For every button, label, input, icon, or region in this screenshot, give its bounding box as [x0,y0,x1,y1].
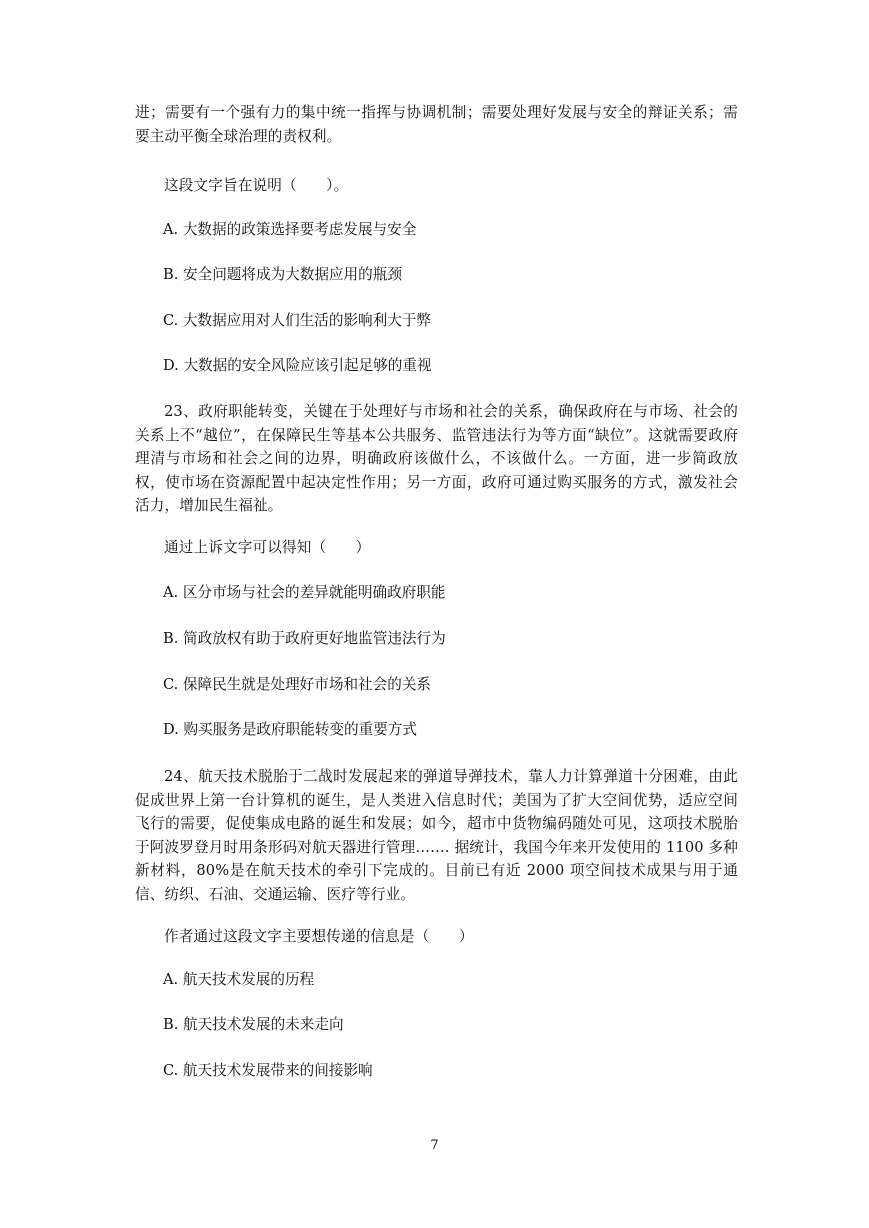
q24-question: 作者通过这段文字主要想传递的信息是（ ） [164,928,474,945]
continuation-paragraph: 进；需要有一个强有力的集中统一指挥与协调机制；需要处理好发展与安全的辩证关系；需要主动平衡全球治理的责权利。 [135,104,738,145]
q22-option-a: A. 大数据的政策选择要考虑发展与安全 [163,221,417,238]
q22-option-c: C. 大数据应用对人们生活的影响利大于弊 [163,312,432,329]
q22-question: 这段文字旨在说明（ ）。 [164,177,349,194]
q22-option-b: B. 安全问题将成为大数据应用的瓶颈 [163,266,402,283]
q23-option-d: D. 购买服务是政府职能转变的重要方式 [163,721,417,738]
q23-option-c: C. 保障民生就是处理好市场和社会的关系 [163,676,432,693]
q24-option-b: B. 航天技术发展的未来走向 [163,1016,344,1033]
q22-option-d: D. 大数据的安全风险应该引起足够的重视 [163,357,432,374]
page-number: 7 [430,1138,439,1153]
q24-passage: 24、航天技术脱胎于二战时发展起来的弹道导弹技术，靠人力计算弹道十分困难，由此促成世界上第一台计算机的诞生，是人类进入信息时代；美国为了扩大空间优势，适应空间飞行的需要，促使集成电路的诞生和发展；如今，超市中货物编码随处可见，这项技术脱胎于阿波罗登月时用条形码对航天器进行管理……. 据统计，我国今年来开发使用的 1100 多种新材料，80%是在航天技术的牵引下完成的。目前已有近 2000 项空间技术成果与用于通信、纺织、石油、交通运输、医疗等行业。 [135,768,738,903]
q24-option-c: C. 航天技术发展带来的间接影响 [163,1062,373,1079]
q24-option-a: A. 航天技术发展的历程 [163,971,315,988]
q23-option-a: A. 区分市场与社会的差异就能明确政府职能 [163,584,446,601]
q23-option-b: B. 简政放权有助于政府更好地监管违法行为 [163,630,446,647]
q23-question: 通过上诉文字可以得知（ ） [164,539,371,556]
q23-passage: 23、政府职能转变，关键在于处理好与市场和社会的关系，确保政府在与市场、社会的关系上不“越位”，在保障民生等基本公共服务、监管违法行为等方面“缺位”。这就需要政府理清与市场和社会之间的边界，明确政府该做什么，不该做什么。一方面，进一步简政放权，使市场在资源配置中起决定性作用；另一方面，政府可通过购买服务的方式，激发社会活力，增加民生福祉。 [135,403,738,514]
